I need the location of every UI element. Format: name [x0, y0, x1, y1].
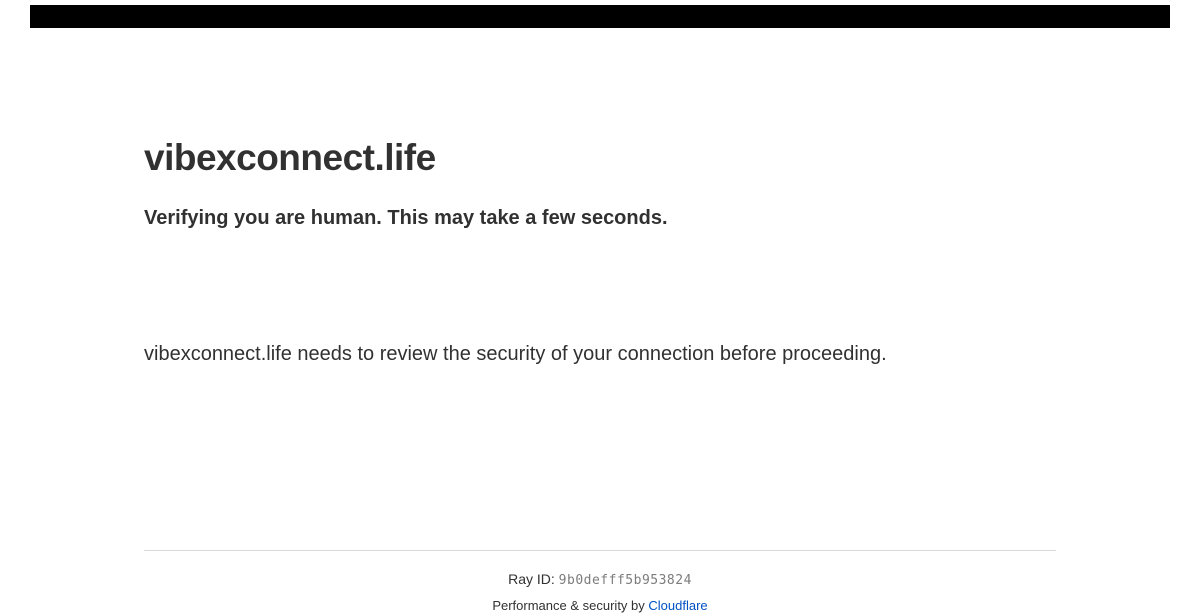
challenge-body-text: vibexconnect.life needs to review the security of your connection before proceeding. — [144, 342, 887, 365]
challenge-widget-area — [144, 230, 1056, 336]
ray-id-value: 9b0defff5b953824 — [558, 573, 692, 588]
attribution-line — [144, 598, 1056, 613]
ray-id-line — [144, 571, 1056, 588]
main-content — [144, 0, 1056, 372]
footer — [144, 550, 1056, 613]
attribution-prefix: Performance & security by — [492, 598, 645, 613]
verification-status-text: Verifying you are human. This may take a few seconds. — [144, 206, 668, 229]
ray-id-label: Ray ID: — [508, 571, 555, 587]
cloudflare-link[interactable]: Cloudflare — [648, 598, 708, 613]
page-title: vibexconnect.life — [144, 137, 436, 178]
